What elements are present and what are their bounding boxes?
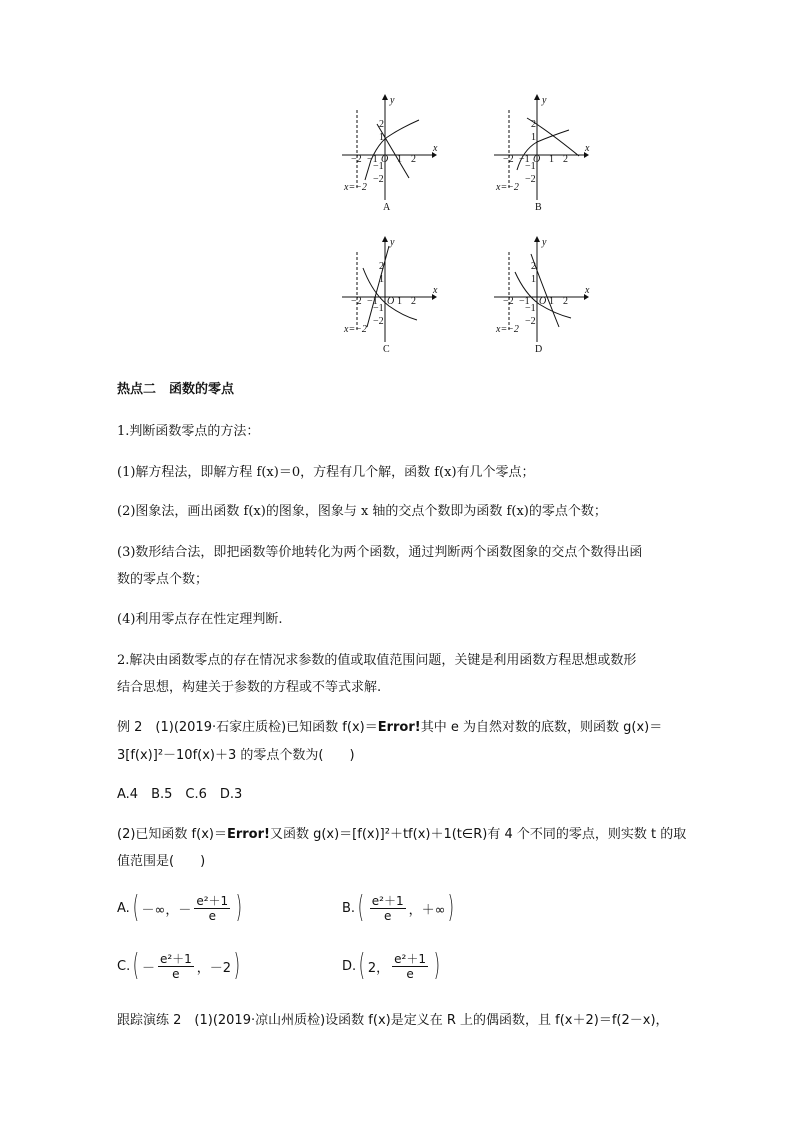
- tick-x1: 1: [549, 296, 554, 307]
- option-a: [117, 890, 245, 925]
- asymptote-label: x=−2: [496, 182, 519, 193]
- x-label: x: [585, 143, 590, 154]
- example-line2: 3[f(x)]²－10f(x)＋3 的零点个数为( ): [117, 748, 355, 763]
- right-paren: ): [433, 948, 441, 983]
- graph-d: [414, 232, 684, 367]
- option-a-label: A.: [117, 900, 130, 916]
- question2-line1: [117, 826, 686, 844]
- tick-x2: 2: [563, 154, 568, 165]
- y-label: y: [542, 95, 547, 106]
- section-title: 热点二 函数的零点: [117, 382, 235, 397]
- origin-label: O: [539, 296, 547, 307]
- methods-heading: 1.判断函数零点的方法：: [117, 424, 260, 439]
- tick-neg1: −1: [367, 296, 378, 307]
- origin-label: O: [381, 154, 389, 165]
- option-b-label: B.: [342, 900, 356, 916]
- graph-label: B: [535, 202, 542, 213]
- left-paren: (: [358, 948, 366, 983]
- question2-line2: 值范围是( ): [117, 854, 206, 869]
- option-d-label: D.: [342, 958, 357, 974]
- right-paren: ): [448, 890, 455, 925]
- asymptote-label: x=−2: [496, 324, 519, 335]
- tick-1: 1: [531, 132, 536, 143]
- tick-yneg1: −1: [525, 161, 536, 172]
- asymptote-label: x=−2: [344, 182, 367, 193]
- numerator: e²＋1: [371, 893, 404, 908]
- origin-label: O: [387, 296, 395, 307]
- graph-b: [414, 90, 684, 225]
- option-b: [342, 890, 457, 925]
- tick-2: 2: [531, 119, 536, 130]
- tick-2: 2: [531, 261, 536, 272]
- option-c: [117, 948, 243, 983]
- tick-neg2: −2: [503, 154, 514, 165]
- tick-yneg2: −2: [373, 174, 384, 185]
- fraction: [370, 894, 406, 923]
- graph-label: A: [383, 202, 391, 213]
- option-d-left: 2，: [367, 960, 390, 976]
- denominator: e: [172, 966, 180, 981]
- numerator: e²＋1: [196, 893, 229, 908]
- option-c-right: ，－2: [196, 960, 232, 976]
- tick-1: 1: [379, 132, 384, 143]
- graph-label: D: [535, 344, 543, 355]
- numerator: e²＋1: [394, 951, 426, 966]
- tick-1: 1: [531, 274, 536, 285]
- exercise-line: 跟踪演练 2 (1)(2019·凉山州质检)设函数 f(x)是定义在 R 上的偶函数，且 f(x＋2)＝f(2－x)，: [117, 1013, 669, 1028]
- fraction: [158, 952, 194, 981]
- graph-label: C: [383, 344, 390, 355]
- example-line1: [117, 719, 662, 737]
- curve-linear: [367, 246, 389, 327]
- error-text: Error!: [377, 720, 421, 735]
- tick-neg2: −2: [503, 296, 514, 307]
- right-paren: ): [233, 948, 241, 983]
- tick-neg2: −2: [351, 296, 362, 307]
- y-label: y: [542, 237, 547, 248]
- option-b-right: ，＋∞: [408, 902, 446, 918]
- tick-yneg1: −1: [373, 303, 384, 314]
- example-options: A.4 B.5 C.6 D.3: [117, 787, 243, 802]
- y-label: y: [390, 237, 395, 248]
- method-3-line1: (3)数形结合法，即把函数等价地转化为两个函数，通过判断两个函数图象的交点个数得出函: [117, 545, 643, 560]
- option-a-left: －∞，－: [141, 902, 192, 918]
- error-text: Error!: [226, 827, 270, 842]
- option-c-label: C.: [117, 958, 131, 974]
- left-paren: (: [132, 948, 140, 983]
- tick-yneg2: −2: [373, 316, 384, 327]
- question2-pre: (2)已知函数 f(x)＝: [117, 827, 227, 842]
- method-1: (1)解方程法，即解方程 f(x)＝0，方程有几个解，函数 f(x)有几个零点；: [117, 465, 535, 480]
- tick-neg2: −2: [351, 154, 362, 165]
- origin-label: O: [533, 154, 541, 165]
- x-label: x: [433, 285, 438, 296]
- question2-post: 又函数 g(x)＝[f(x)]²＋tf(x)＋1(t∈R)有 4 个不同的零点，则实数 t 的取: [269, 827, 687, 842]
- tick-neg1: −1: [367, 154, 378, 165]
- tick-x1: 1: [397, 154, 402, 165]
- tick-yneg2: −2: [525, 316, 536, 327]
- tick-neg1: −1: [519, 154, 530, 165]
- tick-x2: 2: [563, 296, 568, 307]
- tick-1: 1: [379, 274, 384, 285]
- tick-yneg1: −1: [525, 303, 536, 314]
- example-line1-post: 其中 e 为自然对数的底数，则函数 g(x)＝: [420, 720, 663, 735]
- option-d: [342, 948, 443, 983]
- tick-x2: 2: [411, 296, 416, 307]
- fraction: [392, 952, 428, 981]
- tick-yneg2: −2: [525, 174, 536, 185]
- point2-line1: 2.解决由函数零点的存在情况求参数的值或取值范围问题，关键是利用函数方程思想或数形: [117, 653, 637, 668]
- left-paren: (: [357, 890, 365, 925]
- tick-x1: 1: [397, 296, 402, 307]
- denominator: e: [384, 908, 392, 923]
- tick-x2: 2: [411, 154, 416, 165]
- tick-yneg1: −1: [373, 161, 384, 172]
- x-label: x: [585, 285, 590, 296]
- tick-2: 2: [379, 119, 384, 130]
- left-paren: (: [132, 890, 139, 925]
- asymptote-label: x=−2: [344, 324, 367, 335]
- curve-log: [515, 272, 571, 318]
- tick-neg1: −1: [519, 296, 530, 307]
- example-line1-pre: 例 2 (1)(2019·石家庄质检)已知函数 f(x)＝: [117, 720, 378, 735]
- numerator: e²＋1: [159, 951, 192, 966]
- fraction: [194, 894, 230, 923]
- method-3-line2: 数的零点个数；: [117, 572, 209, 587]
- y-label: y: [390, 95, 395, 106]
- tick-x1: 1: [549, 154, 554, 165]
- option-c-left: －: [141, 960, 155, 976]
- method-4: (4)利用零点存在性定理判断.: [117, 612, 283, 627]
- method-2: (2)图象法，画出函数 f(x)的图象，图象与 x 轴的交点个数即为函数 f(x)的零点个数；: [117, 504, 607, 519]
- right-paren: ): [235, 890, 243, 925]
- denominator: e: [406, 966, 414, 981]
- x-label: x: [433, 143, 438, 154]
- tick-2: 2: [379, 261, 384, 272]
- denominator: e: [208, 908, 216, 923]
- point2-line2: 结合思想，构建关于参数的方程或不等式求解.: [117, 680, 382, 695]
